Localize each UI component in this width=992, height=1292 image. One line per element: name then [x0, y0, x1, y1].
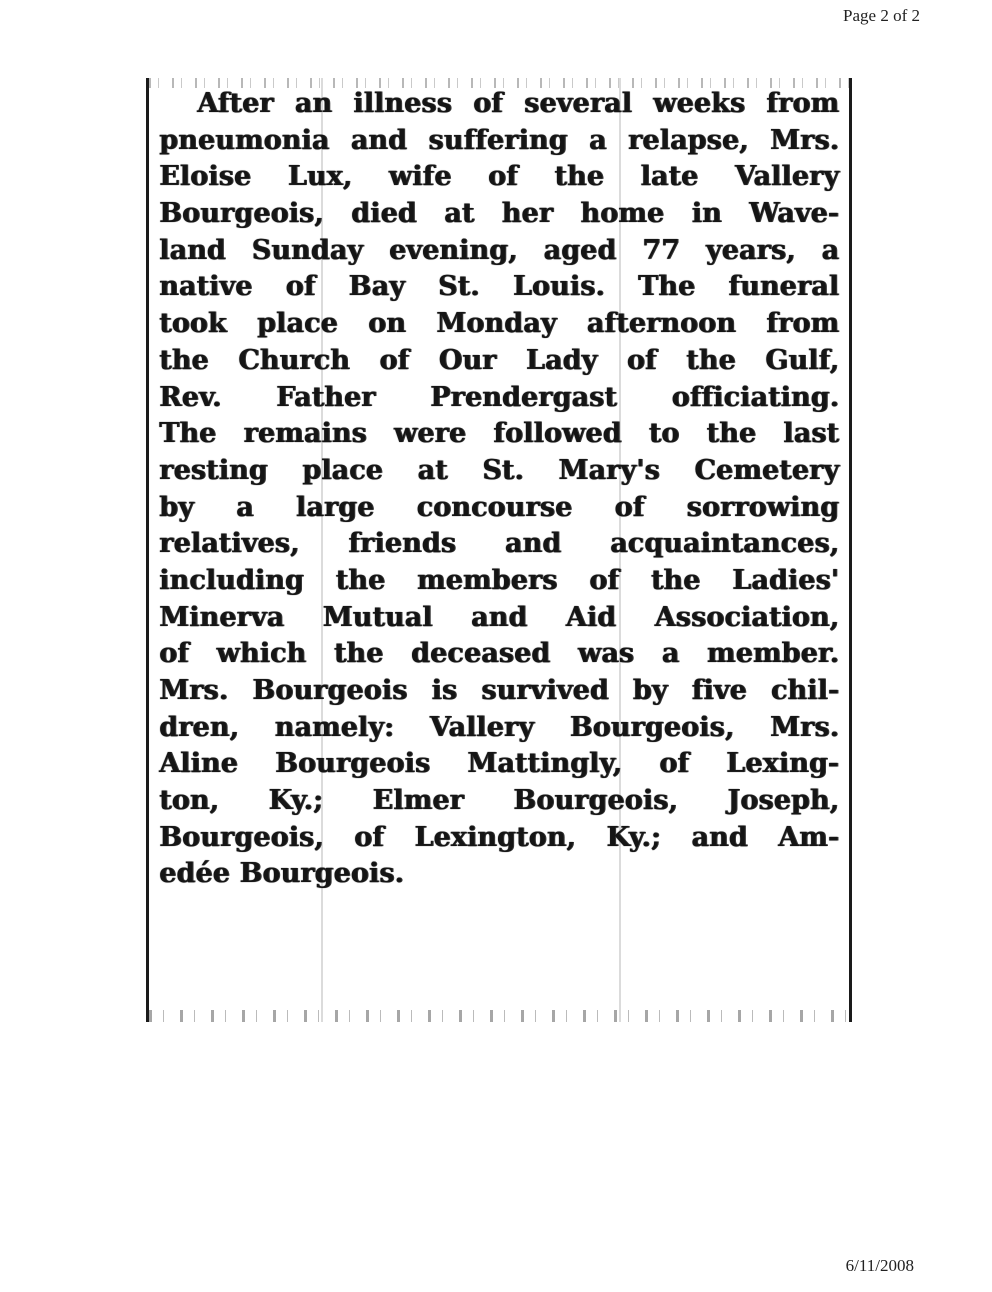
newspaper-clipping: [146, 78, 852, 1022]
obituary-line: by a large concourse of sorrowing: [159, 491, 839, 523]
obituary-text: [159, 86, 839, 893]
obituary-line: After an illness of several weeks from: [197, 88, 839, 119]
obituary-line: native of Bay St. Louis. The funeral: [159, 271, 839, 303]
obituary-line: Bourgeois, of Lexington, Ky.; and Am-: [159, 821, 839, 853]
obituary-line: The remains were followed to the last: [159, 418, 839, 450]
obituary-line: dren, namely: Vallery Bourgeois, Mrs.: [159, 711, 839, 743]
obituary-line: resting place at St. Mary's Cemetery: [159, 454, 839, 486]
obituary-line: Aline Bourgeois Mattingly, of Lexing-: [159, 748, 839, 780]
obituary-line: the Church of Our Lady of the Gulf,: [159, 344, 839, 376]
obituary-line: Bourgeois, died at her home in Wave-: [159, 198, 839, 230]
print-date: 6/11/2008: [845, 1256, 914, 1275]
obituary-line: ton, Ky.; Elmer Bourgeois, Joseph,: [159, 785, 839, 817]
obituary-line: Eloise Lux, wife of the late Vallery: [159, 161, 839, 193]
clipping-bottom-edge: [149, 1010, 849, 1022]
obituary-line: edée Bourgeois.: [159, 858, 404, 890]
obituary-line: Mrs. Bourgeois is survived by five chil-: [159, 675, 839, 706]
obituary-line: pneumonia and suffering a relapse, Mrs.: [159, 124, 839, 156]
obituary-line: of which the deceased was a member.: [159, 638, 839, 670]
obituary-line: Minerva Mutual and Aid Association,: [159, 601, 839, 633]
obituary-line: land Sunday evening, aged 77 years, a: [159, 234, 839, 266]
obituary-line: Rev. Father Prendergast officiating.: [159, 381, 839, 413]
obituary-line: including the members of the Ladies': [159, 564, 839, 596]
obituary-line: took place on Monday afternoon from: [159, 308, 839, 340]
page-number-label: Page 2 of 2: [843, 6, 920, 25]
obituary-line: relatives, friends and acquaintances,: [159, 528, 839, 560]
